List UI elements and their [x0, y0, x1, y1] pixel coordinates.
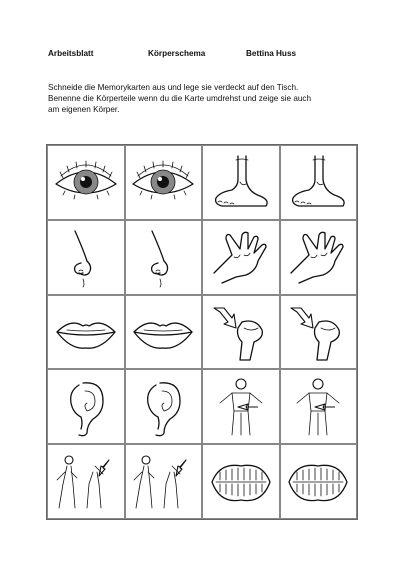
knee-icon: [208, 302, 274, 362]
memory-card[interactable]: [280, 145, 358, 220]
memory-card[interactable]: [125, 145, 203, 220]
hand-icon: [208, 227, 274, 287]
elbow-icon: [130, 452, 196, 512]
ear-icon: [53, 377, 119, 437]
belly-icon: [285, 377, 351, 437]
memory-card[interactable]: [280, 220, 358, 295]
lips-icon: [130, 302, 196, 362]
memory-card[interactable]: [202, 220, 280, 295]
elbow-icon: [53, 452, 119, 512]
belly-icon: [208, 377, 274, 437]
memory-card[interactable]: [280, 295, 358, 370]
foot-icon: [285, 152, 351, 212]
hand-icon: [285, 227, 351, 287]
header-title: Körperschema: [148, 49, 206, 58]
knee-icon: [285, 302, 351, 362]
nose-icon: [53, 227, 119, 287]
memory-card[interactable]: [47, 369, 125, 444]
instruction-line: Schneide die Memorykarten aus und lege sie verdeckt auf den Tisch.: [48, 83, 299, 92]
eye-icon: [130, 152, 196, 212]
memory-card[interactable]: [280, 444, 358, 519]
memory-card-grid: [46, 144, 358, 520]
memory-card[interactable]: [125, 220, 203, 295]
memory-card[interactable]: [125, 295, 203, 370]
instruction-line: Benenne die Körperteile wenn du die Karte umdrehst und zeige sie auch: [48, 94, 312, 104]
memory-card[interactable]: [202, 444, 280, 519]
memory-card[interactable]: [280, 369, 358, 444]
eye-icon: [53, 152, 119, 212]
lips-icon: [53, 302, 119, 362]
memory-card[interactable]: [202, 369, 280, 444]
memory-card[interactable]: [202, 295, 280, 370]
memory-card[interactable]: [47, 444, 125, 519]
ear-icon: [130, 377, 196, 437]
header-label: Arbeitsblatt: [48, 49, 94, 58]
foot-icon: [208, 152, 274, 212]
memory-card[interactable]: [47, 145, 125, 220]
instruction-line: am eigenen Körper.: [48, 105, 120, 115]
memory-card[interactable]: [202, 145, 280, 220]
memory-card[interactable]: [125, 444, 203, 519]
header-author: Bettina Huss: [246, 49, 297, 58]
worksheet-header: [0, 49, 400, 63]
teeth-icon: [285, 452, 351, 512]
nose-icon: [130, 227, 196, 287]
memory-card[interactable]: [47, 295, 125, 370]
memory-card[interactable]: [125, 369, 203, 444]
instructions: [48, 82, 368, 116]
memory-card[interactable]: [47, 220, 125, 295]
teeth-icon: [208, 452, 274, 512]
